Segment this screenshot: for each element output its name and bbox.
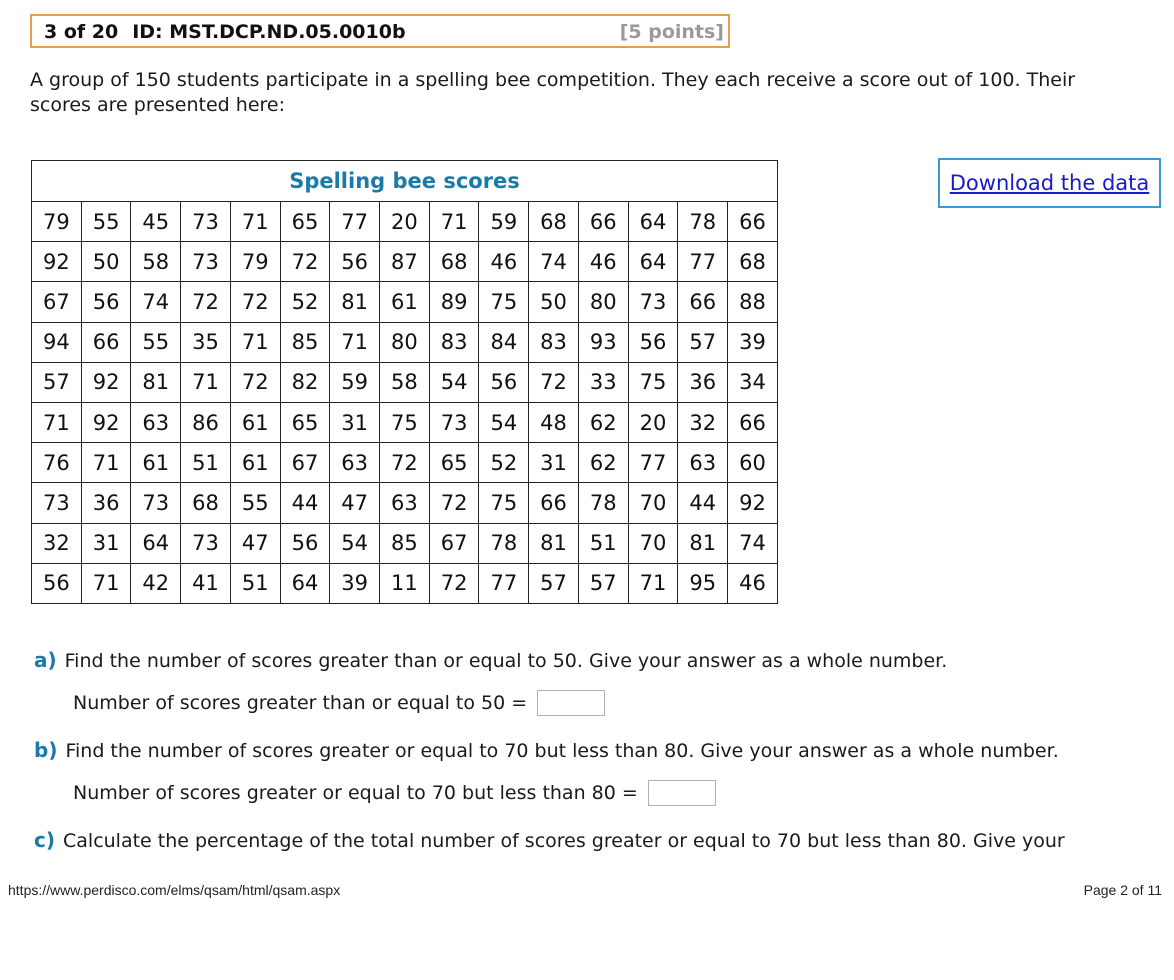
- score-cell: 35: [181, 322, 231, 362]
- score-cell: 68: [728, 242, 778, 282]
- score-cell: 31: [330, 402, 380, 442]
- score-cell: 83: [429, 322, 479, 362]
- score-cell: 50: [81, 242, 131, 282]
- score-cell: 74: [529, 242, 579, 282]
- score-cell: 67: [429, 523, 479, 563]
- score-cell: 73: [429, 402, 479, 442]
- question-b: [34, 738, 1059, 762]
- score-cell: 32: [678, 402, 728, 442]
- score-cell: 64: [628, 202, 678, 242]
- score-cell: 65: [280, 202, 330, 242]
- download-data-link[interactable]: Download the data: [949, 171, 1150, 195]
- score-cell: 66: [529, 483, 579, 523]
- score-cell: 36: [678, 362, 728, 402]
- score-cell: 72: [230, 282, 280, 322]
- score-cell: 92: [81, 362, 131, 402]
- score-cell: 48: [529, 402, 579, 442]
- table-row: [32, 563, 778, 603]
- score-cell: 72: [280, 242, 330, 282]
- question-index: 3 of 20: [44, 21, 119, 43]
- score-cell: 54: [330, 523, 380, 563]
- score-cell: 44: [280, 483, 330, 523]
- score-cell: 60: [728, 443, 778, 483]
- footer-url: https://www.perdisco.com/elms/qsam/html/qsam.aspx: [8, 882, 341, 898]
- score-cell: 46: [578, 242, 628, 282]
- score-cell: 66: [678, 282, 728, 322]
- score-cell: 31: [529, 443, 579, 483]
- table-row: [32, 443, 778, 483]
- score-cell: 70: [628, 523, 678, 563]
- question-header: [30, 14, 730, 48]
- score-cell: 54: [429, 362, 479, 402]
- score-cell: 68: [429, 242, 479, 282]
- score-cell: 58: [380, 362, 430, 402]
- score-cell: 73: [181, 242, 231, 282]
- score-cell: 39: [728, 322, 778, 362]
- score-cell: 77: [678, 242, 728, 282]
- score-cell: 56: [280, 523, 330, 563]
- score-cell: 73: [131, 483, 181, 523]
- score-cell: 67: [280, 443, 330, 483]
- question-b-letter: b): [34, 738, 58, 762]
- score-cell: 62: [578, 402, 628, 442]
- score-cell: 85: [280, 322, 330, 362]
- score-cell: 32: [32, 523, 82, 563]
- score-cell: 72: [529, 362, 579, 402]
- score-cell: 76: [32, 443, 82, 483]
- footer-page-number: Page 2 of 11: [1083, 882, 1162, 898]
- score-cell: 72: [181, 282, 231, 322]
- score-cell: 56: [330, 242, 380, 282]
- score-cell: 52: [280, 282, 330, 322]
- score-cell: 52: [479, 443, 529, 483]
- score-cell: 56: [479, 362, 529, 402]
- question-c: [34, 828, 1065, 852]
- score-cell: 78: [578, 483, 628, 523]
- score-cell: 87: [380, 242, 430, 282]
- score-cell: 45: [131, 202, 181, 242]
- score-cell: 55: [81, 202, 131, 242]
- table-row: [32, 202, 778, 242]
- score-cell: 71: [230, 322, 280, 362]
- score-cell: 46: [479, 242, 529, 282]
- score-cell: 68: [529, 202, 579, 242]
- score-cell: 62: [578, 443, 628, 483]
- score-cell: 73: [628, 282, 678, 322]
- score-cell: 31: [81, 523, 131, 563]
- score-cell: 59: [479, 202, 529, 242]
- score-cell: 92: [81, 402, 131, 442]
- score-cell: 57: [578, 563, 628, 603]
- answer-a-row: [73, 690, 605, 716]
- score-cell: 20: [380, 202, 430, 242]
- score-cell: 46: [728, 563, 778, 603]
- score-cell: 71: [81, 443, 131, 483]
- score-cell: 61: [131, 443, 181, 483]
- score-cell: 92: [728, 483, 778, 523]
- question-points: [5 points]: [619, 21, 724, 43]
- score-cell: 80: [380, 322, 430, 362]
- score-cell: 36: [81, 483, 131, 523]
- score-cell: 20: [628, 402, 678, 442]
- score-cell: 81: [131, 362, 181, 402]
- score-cell: 63: [330, 443, 380, 483]
- score-cell: 66: [728, 202, 778, 242]
- score-cell: 39: [330, 563, 380, 603]
- score-cell: 63: [131, 402, 181, 442]
- score-cell: 59: [330, 362, 380, 402]
- score-cell: 89: [429, 282, 479, 322]
- score-cell: 51: [181, 443, 231, 483]
- score-cell: 71: [32, 402, 82, 442]
- score-cell: 79: [32, 202, 82, 242]
- score-cell: 71: [429, 202, 479, 242]
- score-cell: 78: [479, 523, 529, 563]
- table-row: [32, 282, 778, 322]
- score-cell: 58: [131, 242, 181, 282]
- score-cell: 77: [479, 563, 529, 603]
- score-cell: 93: [578, 322, 628, 362]
- score-cell: 66: [728, 402, 778, 442]
- question-a-letter: a): [34, 648, 57, 672]
- score-cell: 77: [628, 443, 678, 483]
- score-cell: 75: [628, 362, 678, 402]
- score-cell: 66: [81, 322, 131, 362]
- score-cell: 67: [32, 282, 82, 322]
- score-cell: 84: [479, 322, 529, 362]
- score-cell: 56: [628, 322, 678, 362]
- score-cell: 75: [479, 282, 529, 322]
- score-cell: 88: [728, 282, 778, 322]
- question-c-text: Calculate the percentage of the total number of scores greater or equal to 70 but less than 80. Give your: [63, 830, 1065, 852]
- score-cell: 61: [230, 402, 280, 442]
- score-cell: 73: [181, 523, 231, 563]
- table-row: [32, 362, 778, 402]
- table-row: [32, 322, 778, 362]
- score-cell: 65: [280, 402, 330, 442]
- score-cell: 57: [678, 322, 728, 362]
- table-title: Spelling bee scores: [32, 161, 778, 202]
- score-cell: 54: [479, 402, 529, 442]
- score-cell: 51: [230, 563, 280, 603]
- score-cell: 63: [380, 483, 430, 523]
- table-row: [32, 483, 778, 523]
- score-cell: 79: [230, 242, 280, 282]
- answer-b-row: [73, 780, 716, 806]
- score-cell: 41: [181, 563, 231, 603]
- score-cell: 47: [230, 523, 280, 563]
- score-cell: 81: [529, 523, 579, 563]
- score-cell: 74: [728, 523, 778, 563]
- score-cell: 83: [529, 322, 579, 362]
- score-cell: 81: [678, 523, 728, 563]
- score-cell: 71: [628, 563, 678, 603]
- score-cell: 80: [578, 282, 628, 322]
- score-cell: 92: [32, 242, 82, 282]
- score-cell: 66: [578, 202, 628, 242]
- score-cell: 85: [380, 523, 430, 563]
- score-cell: 74: [131, 282, 181, 322]
- score-cell: 33: [578, 362, 628, 402]
- score-cell: 70: [628, 483, 678, 523]
- score-cell: 71: [81, 563, 131, 603]
- score-cell: 73: [32, 483, 82, 523]
- question-b-text: Find the number of scores greater or equal to 70 but less than 80. Give your answer as a whole number.: [65, 740, 1059, 762]
- score-cell: 78: [678, 202, 728, 242]
- answer-a-label: Number of scores greater than or equal to 50 =: [73, 692, 528, 714]
- score-cell: 77: [330, 202, 380, 242]
- score-cell: 44: [678, 483, 728, 523]
- answer-a-input[interactable]: [537, 690, 605, 716]
- score-cell: 64: [628, 242, 678, 282]
- score-cell: 71: [330, 322, 380, 362]
- question-title: [44, 21, 406, 43]
- score-cell: 56: [81, 282, 131, 322]
- score-cell: 55: [230, 483, 280, 523]
- score-cell: 34: [728, 362, 778, 402]
- score-cell: 71: [230, 202, 280, 242]
- question-a: [34, 648, 947, 672]
- score-cell: 64: [131, 523, 181, 563]
- score-cell: 61: [380, 282, 430, 322]
- question-c-letter: c): [34, 828, 55, 852]
- score-cell: 11: [380, 563, 430, 603]
- score-cell: 64: [280, 563, 330, 603]
- question-id: ID: MST.DCP.ND.05.0010b: [132, 21, 406, 43]
- download-data-box: [938, 158, 1161, 208]
- score-cell: 72: [230, 362, 280, 402]
- score-cell: 72: [429, 483, 479, 523]
- score-cell: 63: [678, 443, 728, 483]
- table-row: [32, 402, 778, 442]
- question-a-text: Find the number of scores greater than or equal to 50. Give your answer as a whole number.: [64, 650, 948, 672]
- score-cell: 68: [181, 483, 231, 523]
- score-cell: 55: [131, 322, 181, 362]
- score-cell: 50: [529, 282, 579, 322]
- score-cell: 51: [578, 523, 628, 563]
- score-cell: 42: [131, 563, 181, 603]
- score-cell: 65: [429, 443, 479, 483]
- score-cell: 81: [330, 282, 380, 322]
- score-cell: 61: [230, 443, 280, 483]
- score-cell: 75: [380, 402, 430, 442]
- score-cell: 47: [330, 483, 380, 523]
- score-cell: 71: [181, 362, 231, 402]
- score-cell: 82: [280, 362, 330, 402]
- table-row: [32, 523, 778, 563]
- answer-b-label: Number of scores greater or equal to 70 but less than 80 =: [73, 782, 638, 804]
- score-cell: 57: [32, 362, 82, 402]
- answer-b-input[interactable]: [648, 780, 716, 806]
- scores-table: [31, 160, 778, 604]
- score-cell: 95: [678, 563, 728, 603]
- score-cell: 72: [380, 443, 430, 483]
- score-cell: 57: [529, 563, 579, 603]
- table-row: [32, 242, 778, 282]
- score-cell: 73: [181, 202, 231, 242]
- score-cell: 72: [429, 563, 479, 603]
- score-cell: 56: [32, 563, 82, 603]
- score-cell: 75: [479, 483, 529, 523]
- score-cell: 86: [181, 402, 231, 442]
- score-cell: 94: [32, 322, 82, 362]
- intro-text: A group of 150 students participate in a spelling bee competition. They each receive a score out of 100. Their scores are presented here:: [30, 69, 1076, 116]
